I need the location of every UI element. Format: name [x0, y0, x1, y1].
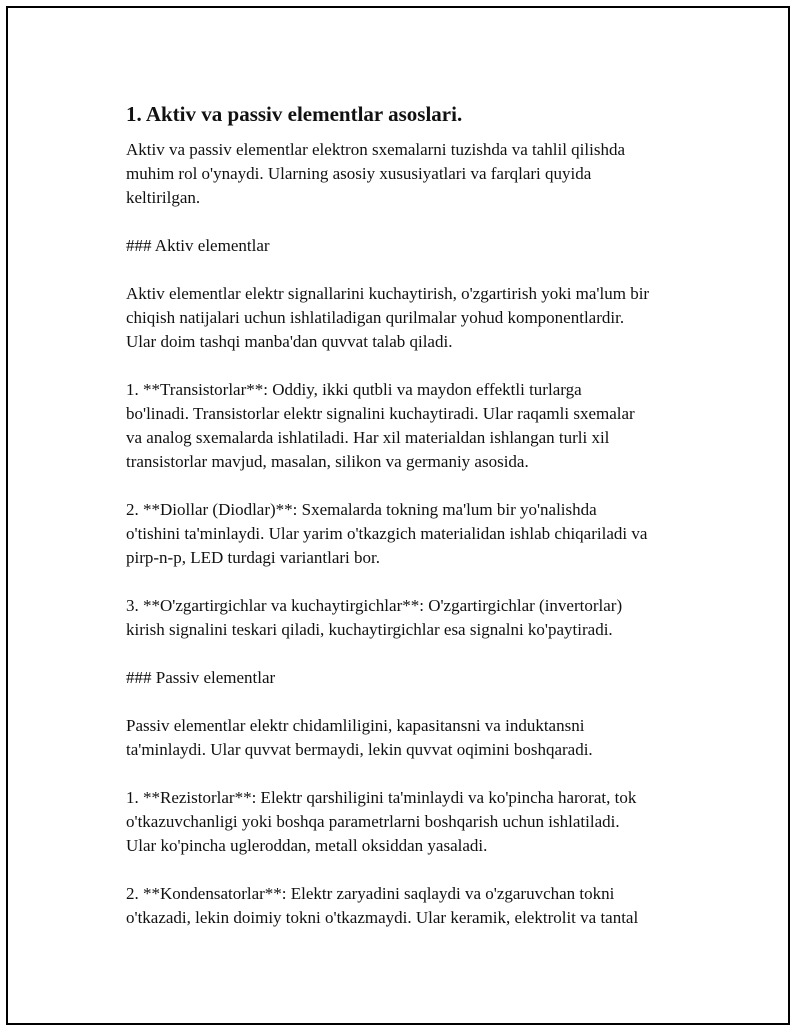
- list-item-ozgartirgichlar: [126, 594, 706, 642]
- text-line: ### Passiv elementlar: [126, 668, 276, 687]
- heading-passiv-elementlar: [126, 666, 706, 690]
- paragraph-passiv-description: [126, 714, 706, 762]
- document-body: [126, 100, 706, 954]
- text-line: muhim rol o'ynaydi. Ularning asosiy xususiyatlari va farqlari quyida: [126, 164, 592, 183]
- text-line: chiqish natijalari uchun ishlatiladigan qurilmalar yohud komponentlardir.: [126, 308, 625, 327]
- document-page: [6, 6, 790, 1025]
- text-line: va analog sxemalarda ishlatiladi. Har xil materialdan ishlangan turli xil: [126, 428, 610, 447]
- text-line: pirp-n-p, LED turdagi variantlari bor.: [126, 548, 380, 567]
- list-item-rezistorlar: [126, 786, 706, 858]
- text-line: bo'linadi. Transistorlar elektr signalini kuchaytiradi. Ular raqamli sxemalar: [126, 404, 635, 423]
- text-line: 3. **O'zgartirgichlar va kuchaytirgichlar**: O'zgartirgichlar (invertorlar): [126, 596, 623, 615]
- heading-aktiv-elementlar: [126, 234, 706, 258]
- text-line: 1. **Rezistorlar**: Elektr qarshiligini ta'minlaydi va ko'pincha harorat, tok: [126, 788, 637, 807]
- list-item-kondensatorlar: [126, 882, 706, 930]
- text-line: 1. **Transistorlar**: Oddiy, ikki qutbli va maydon effektli turlarga: [126, 380, 582, 399]
- list-item-transistorlar: [126, 378, 706, 474]
- document-title: 1. Aktiv va passiv elementlar asoslari.: [126, 102, 463, 126]
- paragraph-intro: [126, 138, 706, 210]
- text-line: Passiv elementlar elektr chidamliligini, kapasitansni va induktansni: [126, 716, 585, 735]
- text-line: Aktiv va passiv elementlar elektron sxemalarni tuzishda va tahlil qilishda: [126, 140, 626, 159]
- text-line: Aktiv elementlar elektr signallarini kuchaytirish, o'zgartirish yoki ma'lum bir: [126, 284, 650, 303]
- list-item-diodlar: [126, 498, 706, 570]
- text-line: kirish signalini teskari qiladi, kuchaytirgichlar esa signalni ko'paytiradi.: [126, 620, 613, 639]
- text-line: keltirilgan.: [126, 188, 201, 207]
- paragraph-aktiv-description: [126, 282, 706, 354]
- text-line: Ular ko'pincha ugleroddan, metall oksiddan yasaladi.: [126, 836, 488, 855]
- text-line: o'tkazuvchanligi yoki boshqa parametrlarni boshqarish uchun ishlatiladi.: [126, 812, 620, 831]
- text-line: 2. **Kondensatorlar**: Elektr zaryadini saqlaydi va o'zgaruvchan tokni: [126, 884, 615, 903]
- text-line: o'tishini ta'minlaydi. Ular yarim o'tkazgich materialidan ishlab chiqariladi va: [126, 524, 648, 543]
- text-line: ta'minlaydi. Ular quvvat bermaydi, lekin quvvat oqimini boshqaradi.: [126, 740, 593, 759]
- text-line: 2. **Diollar (Diodlar)**: Sxemalarda tokning ma'lum bir yo'nalishda: [126, 500, 597, 519]
- text-line: transistorlar mavjud, masalan, silikon va germaniy asosida.: [126, 452, 529, 471]
- text-line: Ular doim tashqi manba'dan quvvat talab qiladi.: [126, 332, 453, 351]
- text-line: o'tkazadi, lekin doimiy tokni o'tkazmaydi. Ular keramik, elektrolit va tantal: [126, 908, 639, 927]
- text-line: ### Aktiv elementlar: [126, 236, 270, 255]
